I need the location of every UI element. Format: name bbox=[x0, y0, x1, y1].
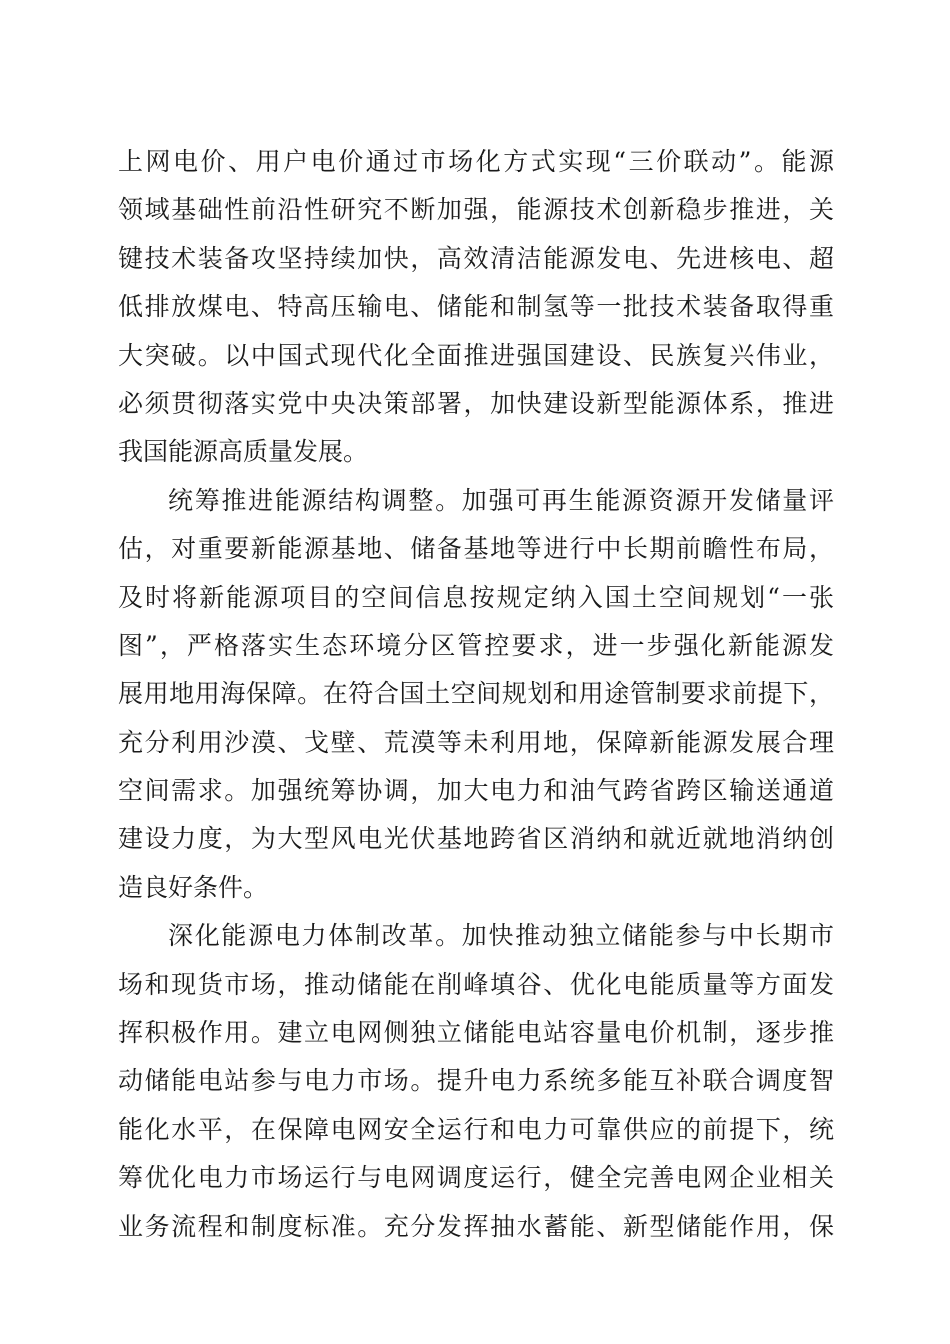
text-line: 大突破。以中国式现代化全面推进强国建设、民族复兴伟业， bbox=[118, 340, 834, 370]
text-line: 业务流程和制度标准。充分发挥抽水蓄能、新型储能作用，保 bbox=[118, 1211, 834, 1241]
text-line: 统筹推进能源结构调整。加强可再生能源资源开发储量评 bbox=[168, 485, 834, 515]
text-line: 领域基础性前沿性研究不断加强，能源技术创新稳步推进，关 bbox=[118, 195, 834, 225]
text-line: 上网电价、用户电价通过市场化方式实现“三价联动”。能源 bbox=[118, 147, 834, 176]
text-line: 及时将新能源项目的空间信息按规定纳入国土空间规划“一张 bbox=[118, 582, 834, 612]
text-line: 建设力度，为大型风电光伏基地跨省区消纳和就近就地消纳创 bbox=[118, 824, 834, 854]
text-line: 图”，严格落实生态环境分区管控要求，进一步强化新能源发 bbox=[118, 630, 834, 660]
paragraph-1 bbox=[118, 138, 834, 477]
text-line: 挥积极作用。建立电网侧独立储能电站容量电价机制，逐步推 bbox=[118, 1018, 834, 1048]
text-line: 场和现货市场，推动储能在削峰填谷、优化电能质量等方面发 bbox=[118, 969, 834, 999]
text-line: 必须贯彻落实党中央决策部署，加快建设新型能源体系，推进 bbox=[118, 388, 834, 418]
text-line: 筹优化电力市场运行与电网调度运行，健全完善电网企业相关 bbox=[118, 1163, 834, 1193]
text-line: 低排放煤电、特高压输电、储能和制氢等一批技术装备取得重 bbox=[118, 292, 834, 322]
text-line: 键技术装备攻坚持续加快，高效清洁能源发电、先进核电、超 bbox=[118, 243, 834, 273]
text-line: 展用地用海保障。在符合国土空间规划和用途管制要求前提下， bbox=[118, 679, 834, 709]
text-line: 能化水平，在保障电网安全运行和电力可靠供应的前提下，统 bbox=[118, 1114, 834, 1144]
text-line: 空间需求。加强统筹协调，加大电力和油气跨省跨区输送通道 bbox=[118, 776, 834, 806]
text-line: 我国能源高质量发展。 bbox=[118, 437, 369, 467]
paragraph-2 bbox=[118, 477, 834, 913]
text-line: 估，对重要新能源基地、储备基地等进行中长期前瞻性布局， bbox=[118, 534, 834, 564]
text-line: 深化能源电力体制改革。加快推动独立储能参与中长期市 bbox=[168, 921, 834, 951]
text-line: 充分利用沙漠、戈壁、荒漠等未利用地，保障新能源发展合理 bbox=[118, 727, 834, 757]
paragraph-3 bbox=[118, 912, 834, 1251]
body-text bbox=[118, 138, 834, 1251]
text-line: 动储能电站参与电力市场。提升电力系统多能互补联合调度智 bbox=[118, 1066, 834, 1096]
text-line: 造良好条件。 bbox=[118, 872, 269, 902]
